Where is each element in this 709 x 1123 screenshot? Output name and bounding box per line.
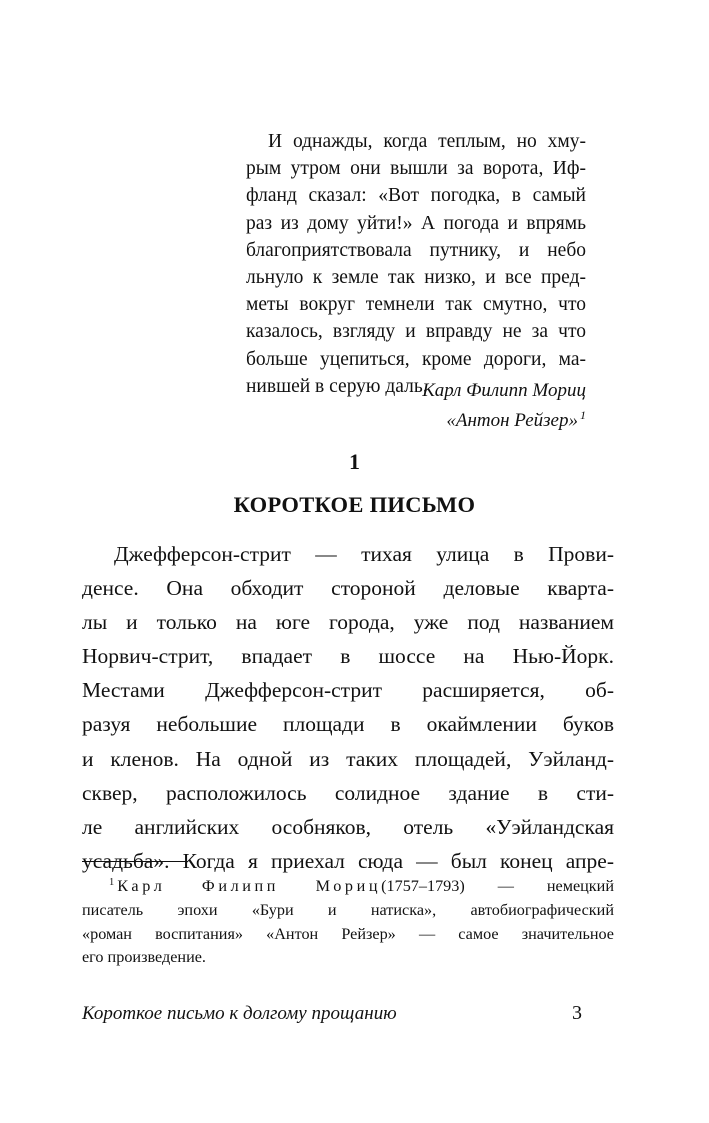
chapter-title: КОРОТКОЕ ПИСЬМО bbox=[233, 492, 476, 517]
footnote-line: писатель эпохи «Бури и натиска», автобиографический bbox=[82, 900, 614, 919]
body-line: и кленов. На одной из таких площадей, Уэйланд- bbox=[82, 746, 614, 771]
epigraph-work-line bbox=[246, 403, 586, 433]
epigraph bbox=[246, 128, 586, 400]
footnote-line bbox=[82, 871, 614, 899]
body-line: сквер, расположилось солидное здание в сти- bbox=[82, 780, 614, 805]
body-line: усадьба». Когда я приехал сюда — был конец апре- bbox=[82, 848, 614, 873]
epigraph-attribution bbox=[246, 379, 586, 433]
body-line: Местами Джефферсон-стрит расширяется, об- bbox=[82, 678, 614, 703]
footnote-first-rest: (1757–1793) — немецкий bbox=[381, 877, 614, 895]
body-line: Джефферсон-стрит — тихая улица в Прови- bbox=[114, 542, 614, 566]
body-line: лы и только на юге города, уже под названием bbox=[82, 610, 614, 635]
footnote-divider bbox=[82, 861, 188, 862]
body-line: Норвич-стрит, впадает в шоссе на Нью-Йорк. bbox=[82, 644, 614, 669]
body-line: разуя небольшие площади в окаймлении буков bbox=[82, 712, 614, 737]
epigraph-line: меты вокруг темнели так смутно, что bbox=[246, 294, 586, 316]
page-number: 3 bbox=[572, 1002, 582, 1024]
chapter-number: 1 bbox=[349, 449, 360, 474]
body-paragraph bbox=[82, 537, 614, 878]
footnote-name: Карл Филипп Мориц bbox=[117, 877, 382, 895]
epigraph-line: рым утром они вышли за ворота, Иф- bbox=[246, 158, 586, 180]
epigraph-author: Карл Филипп Мориц bbox=[422, 380, 586, 401]
running-title: Короткое письмо к долгому прощанию bbox=[82, 1003, 397, 1024]
footnote-line: его произведение. bbox=[82, 948, 206, 967]
footnote-reference[interactable]: 1 bbox=[580, 408, 586, 422]
footnote-marker: 1 bbox=[109, 877, 115, 888]
epigraph-line: казалось, взгляду и вправду не за что bbox=[246, 321, 586, 343]
epigraph-line: И однажды, когда теплым, но хму- bbox=[268, 131, 586, 152]
epigraph-line: благоприятствовала путнику, и небо bbox=[246, 239, 586, 261]
footnote bbox=[82, 871, 614, 970]
epigraph-line: льнуло к земле так низко, и все пред- bbox=[246, 267, 586, 289]
epigraph-line: больше уцепиться, кроме дороги, ма- bbox=[246, 348, 586, 370]
epigraph-work: «Антон Рейзер» bbox=[446, 410, 578, 431]
footnote-line: «роман воспитания» «Антон Рейзер» — самое значительное bbox=[82, 924, 614, 943]
body-line: денсе. Она обходит стороной деловые кварта- bbox=[82, 576, 614, 601]
epigraph-line: нившей в серую даль. bbox=[246, 375, 428, 397]
epigraph-line: раз из дому уйти!» А погода и впрямь bbox=[246, 212, 586, 234]
running-footer bbox=[82, 1001, 586, 1027]
epigraph-line: фланд сказал: «Вот погодка, в самый bbox=[246, 185, 586, 207]
body-line: ле английских особняков, отель «Уэйландская bbox=[82, 814, 614, 839]
